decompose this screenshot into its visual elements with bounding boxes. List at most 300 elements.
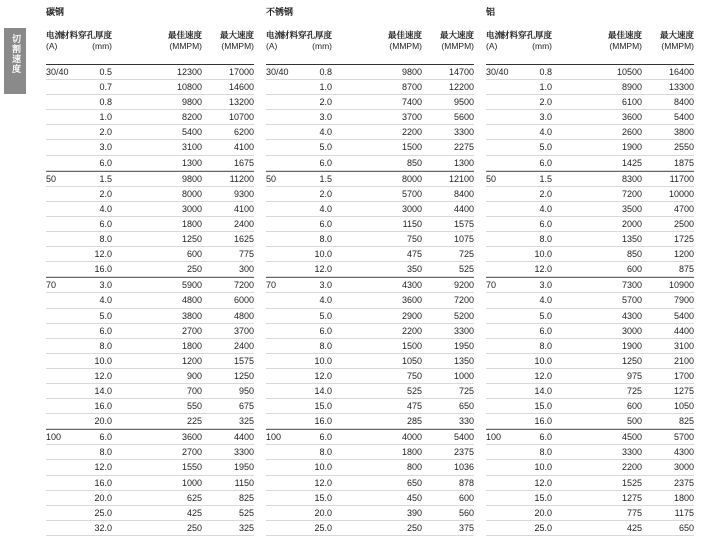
- header-max-speed-label: 最大速度: [659, 30, 694, 40]
- cell-max: 1050: [673, 401, 694, 412]
- cell-max: 5200: [453, 310, 474, 321]
- table-body: [46, 65, 254, 536]
- header-thickness-label: 材料穿孔厚度: [280, 30, 332, 40]
- cell-thick: 8.0: [539, 234, 552, 245]
- cell-best: 1150: [402, 218, 422, 229]
- cell-thick: 6.0: [539, 432, 552, 443]
- cell-best: 5700: [621, 295, 642, 306]
- cell-current: 70: [266, 280, 277, 291]
- cell-max: 325: [238, 416, 254, 427]
- table-row: [486, 80, 694, 95]
- header-max-speed-unit: (MMPM): [441, 41, 474, 51]
- cell-thick: 16.0: [94, 401, 112, 412]
- table-row: [486, 232, 694, 247]
- cell-max: 1350: [453, 355, 474, 366]
- table-row: [486, 171, 694, 187]
- table-row: [46, 95, 254, 110]
- cell-max: 4100: [233, 142, 254, 153]
- cell-thick: 6.0: [539, 157, 552, 168]
- cell-best: 1500: [401, 340, 422, 351]
- table-row: [486, 95, 694, 110]
- cell-thick: 8.0: [539, 447, 552, 458]
- header-best-speed: [362, 30, 422, 52]
- cell-max: 14700: [448, 67, 474, 77]
- table-row: [486, 110, 694, 125]
- table-row: [266, 95, 474, 110]
- cell-max: 13200: [228, 97, 254, 108]
- cell-current: 100: [46, 432, 62, 443]
- table-row: [46, 460, 254, 475]
- cell-max: 1036: [453, 462, 474, 473]
- cell-max: 9300: [233, 188, 254, 199]
- table-row: [486, 521, 694, 536]
- cell-thick: 4.0: [319, 127, 332, 138]
- cell-best: 12300: [176, 67, 202, 77]
- table-row: [266, 506, 474, 521]
- cell-best: 8000: [401, 173, 422, 184]
- cell-current: 70: [486, 280, 497, 291]
- cell-max: 10700: [228, 112, 254, 123]
- cell-thick: 14.0: [94, 385, 112, 396]
- cell-max: 9500: [453, 97, 474, 108]
- cell-best: 6100: [621, 97, 642, 108]
- cell-best: 1300: [181, 157, 202, 168]
- cell-best: 7400: [401, 97, 422, 108]
- cell-thick: 10.0: [314, 355, 332, 366]
- cell-max: 12200: [448, 82, 474, 93]
- cell-thick: 3.0: [539, 280, 552, 291]
- header-max-speed-unit: (MMPM): [661, 41, 694, 51]
- cell-current: 50: [46, 173, 57, 184]
- table-row: [46, 293, 254, 308]
- cell-thick: 12.0: [94, 370, 112, 381]
- cell-max: 2400: [233, 218, 254, 229]
- table-row: [266, 217, 474, 232]
- cell-best: 3700: [401, 112, 422, 123]
- header-thickness-unit: (mm): [92, 41, 112, 51]
- cell-thick: 1.5: [99, 173, 112, 184]
- header-thickness: [262, 30, 332, 52]
- cell-best: 1250: [621, 355, 642, 366]
- cell-best: 7200: [621, 188, 642, 199]
- cell-thick: 8.0: [539, 340, 552, 351]
- table-row: [266, 247, 474, 262]
- cell-max: 825: [238, 492, 254, 503]
- cell-best: 525: [406, 385, 422, 396]
- cell-thick: 10.0: [94, 355, 112, 366]
- header-best-speed-label: 最佳速度: [387, 30, 422, 40]
- section-title: 不锈钢: [266, 7, 294, 17]
- header-best-speed-label: 最佳速度: [607, 30, 642, 40]
- header-current-label: 电流: [46, 30, 64, 40]
- cell-thick: 4.0: [99, 203, 112, 214]
- cell-thick: 6.0: [319, 218, 332, 229]
- cell-thick: 8.0: [319, 340, 332, 351]
- table-row: [266, 369, 474, 384]
- cell-thick: 3.0: [99, 280, 112, 291]
- cell-thick: 2.0: [99, 188, 112, 199]
- cell-thick: 5.0: [319, 310, 332, 321]
- table-row: [486, 217, 694, 232]
- header-best-speed-unit: (MMPM): [169, 41, 202, 51]
- cell-best: 10800: [176, 82, 202, 93]
- table-row: [486, 65, 694, 80]
- side-tab: [4, 28, 26, 94]
- cell-best: 600: [626, 401, 642, 412]
- cell-best: 1200: [181, 355, 202, 366]
- cell-max: 14600: [228, 82, 254, 93]
- table-body: [266, 65, 474, 536]
- cell-max: 560: [458, 507, 474, 518]
- table-body: [486, 65, 694, 536]
- cell-max: 1075: [453, 234, 474, 245]
- cell-best: 4300: [401, 280, 422, 291]
- cell-best: 725: [626, 385, 642, 396]
- table-row: [46, 429, 254, 445]
- header-thickness-label: 材料穿孔厚度: [500, 30, 552, 40]
- cell-best: 550: [186, 401, 202, 412]
- table-row: [486, 354, 694, 369]
- cell-current: 100: [266, 432, 282, 443]
- cell-max: 17000: [228, 67, 254, 77]
- cell-best: 8700: [401, 82, 422, 93]
- cell-thick: 8.0: [99, 340, 112, 351]
- cell-thick: 4.0: [319, 203, 332, 214]
- cell-max: 1250: [233, 370, 254, 381]
- table-row: [266, 399, 474, 414]
- cell-best: 9800: [181, 97, 202, 108]
- cell-best: 475: [406, 401, 422, 412]
- table-row: [46, 399, 254, 414]
- table-row: [486, 491, 694, 506]
- cell-best: 250: [186, 264, 202, 275]
- cell-max: 1575: [453, 218, 474, 229]
- cell-max: 7200: [453, 295, 474, 306]
- cell-best: 3500: [621, 203, 642, 214]
- cell-thick: 6.0: [539, 325, 552, 336]
- cell-max: 878: [458, 477, 474, 488]
- cell-max: 6200: [233, 127, 254, 138]
- cell-max: 1950: [453, 340, 474, 351]
- cell-thick: 0.7: [99, 82, 112, 93]
- table-row: [486, 293, 694, 308]
- cell-thick: 12.0: [534, 370, 552, 381]
- table-row: [46, 414, 254, 429]
- table-row: [266, 324, 474, 339]
- table-row: [46, 202, 254, 217]
- cell-best: 1000: [181, 477, 202, 488]
- cell-max: 3300: [453, 127, 474, 138]
- cell-best: 1800: [181, 218, 202, 229]
- cell-max: 11200: [229, 173, 254, 184]
- cell-thick: 8.0: [99, 234, 112, 245]
- table-row: [266, 171, 474, 187]
- table-row: [46, 187, 254, 202]
- cell-thick: 12.0: [314, 370, 332, 381]
- cell-best: 2700: [181, 325, 202, 336]
- cell-best: 1800: [401, 447, 422, 458]
- cell-thick: 10.0: [534, 249, 552, 260]
- table-header: [486, 30, 694, 54]
- table-row: [46, 217, 254, 232]
- cell-thick: 6.0: [319, 432, 332, 443]
- cell-thick: 2.0: [319, 188, 332, 199]
- header-current-label: 电流: [266, 30, 284, 40]
- table-row: [266, 110, 474, 125]
- cell-best: 250: [186, 522, 202, 533]
- cell-max: 9200: [453, 280, 474, 291]
- table-row: [266, 65, 474, 80]
- cell-best: 1500: [401, 142, 422, 153]
- table-row: [46, 324, 254, 339]
- cell-thick: 8.0: [319, 447, 332, 458]
- table-row: [266, 202, 474, 217]
- cell-thick: 3.0: [539, 112, 552, 123]
- cell-thick: 10.0: [314, 462, 332, 473]
- cell-thick: 3.0: [319, 280, 332, 291]
- cell-max: 375: [458, 522, 474, 533]
- table-row: [46, 65, 254, 80]
- cell-thick: 10.0: [534, 355, 552, 366]
- cell-max: 2100: [673, 355, 694, 366]
- cell-thick: 6.0: [319, 325, 332, 336]
- section-title: 碳钢: [46, 7, 65, 17]
- cell-max: 2500: [673, 218, 694, 229]
- cell-max: 650: [458, 401, 474, 412]
- cell-thick: 20.0: [94, 416, 112, 427]
- cell-max: 16400: [668, 67, 694, 77]
- cell-max: 1200: [673, 249, 694, 260]
- cell-best: 1550: [181, 462, 202, 473]
- header-best-speed-label: 最佳速度: [167, 30, 202, 40]
- cell-thick: 0.5: [99, 67, 112, 77]
- cell-max: 3000: [673, 462, 694, 473]
- cell-max: 1275: [673, 385, 694, 396]
- cell-max: 875: [678, 264, 694, 275]
- table-row: [46, 125, 254, 140]
- cell-best: 4000: [401, 432, 422, 443]
- cell-thick: 12.0: [94, 249, 112, 260]
- table-row: [486, 384, 694, 399]
- table-row: [486, 156, 694, 171]
- table-row: [46, 491, 254, 506]
- cell-thick: 6.0: [99, 325, 112, 336]
- cell-thick: 15.0: [314, 492, 332, 503]
- cell-current: 70: [46, 280, 57, 291]
- cell-best: 1050: [401, 355, 422, 366]
- cell-thick: 6.0: [539, 218, 552, 229]
- cell-max: 12100: [448, 173, 474, 184]
- table-row: [46, 232, 254, 247]
- cell-best: 775: [626, 507, 642, 518]
- cell-thick: 4.0: [539, 127, 552, 138]
- cell-thick: 1.5: [539, 173, 552, 184]
- cell-thick: 16.0: [534, 416, 552, 427]
- cell-max: 2375: [453, 447, 474, 458]
- table-row: [486, 460, 694, 475]
- cell-max: 2375: [673, 477, 694, 488]
- cell-thick: 3.0: [319, 112, 332, 123]
- cell-max: 2550: [673, 142, 694, 153]
- cell-thick: 8.0: [319, 234, 332, 245]
- cell-thick: 5.0: [539, 142, 552, 153]
- cell-thick: 0.8: [319, 67, 332, 77]
- cell-best: 2200: [621, 462, 642, 473]
- cell-max: 1700: [673, 370, 694, 381]
- table-row: [266, 262, 474, 277]
- cell-best: 850: [406, 157, 422, 168]
- cell-best: 4800: [181, 295, 202, 306]
- table-row: [266, 156, 474, 171]
- table-row: [486, 339, 694, 354]
- cell-thick: 2.0: [539, 188, 552, 199]
- cell-best: 5700: [401, 188, 422, 199]
- cell-thick: 2.0: [539, 97, 552, 108]
- cell-max: 3800: [673, 127, 694, 138]
- cell-best: 750: [406, 370, 422, 381]
- cell-max: 3100: [673, 340, 694, 351]
- table-row: [486, 309, 694, 324]
- cell-thick: 12.0: [94, 462, 112, 473]
- header-thickness: [482, 30, 552, 52]
- cell-thick: 2.0: [319, 97, 332, 108]
- cell-best: 350: [406, 264, 422, 275]
- cell-best: 650: [406, 477, 422, 488]
- cell-best: 3000: [181, 203, 202, 214]
- cell-best: 8000: [181, 188, 202, 199]
- header-max-speed-label: 最大速度: [219, 30, 254, 40]
- cell-max: 7200: [233, 280, 254, 291]
- cell-thick: 16.0: [314, 416, 332, 427]
- header-max-speed: [649, 30, 694, 52]
- cell-thick: 0.8: [539, 67, 552, 77]
- table-row: [46, 110, 254, 125]
- header-thickness: [42, 30, 112, 52]
- cell-max: 525: [238, 507, 254, 518]
- header-max-speed: [429, 30, 474, 52]
- cell-thick: 1.5: [319, 173, 332, 184]
- cell-max: 825: [678, 416, 694, 427]
- cell-max: 300: [238, 264, 254, 275]
- header-current-unit: (A): [46, 41, 58, 51]
- header-current-label: 电流: [486, 30, 504, 40]
- cell-max: 775: [238, 249, 254, 260]
- header-max-speed-label: 最大速度: [439, 30, 474, 40]
- cell-best: 4500: [621, 432, 642, 443]
- cell-best: 9800: [181, 173, 202, 184]
- header-current-unit: (A): [486, 41, 498, 51]
- cell-best: 4300: [621, 310, 642, 321]
- cell-max: 725: [458, 249, 474, 260]
- cell-max: 1875: [673, 157, 694, 168]
- table-row: [266, 277, 474, 293]
- table-row: [266, 339, 474, 354]
- cell-best: 500: [626, 416, 642, 427]
- cell-max: 1300: [453, 157, 474, 168]
- cell-best: 2000: [621, 218, 642, 229]
- cell-max: 650: [678, 522, 694, 533]
- cell-max: 325: [238, 522, 254, 533]
- cell-thick: 4.0: [539, 203, 552, 214]
- cell-max: 7900: [673, 295, 694, 306]
- cell-thick: 14.0: [534, 385, 552, 396]
- cell-max: 675: [238, 401, 254, 412]
- cell-current: 30/40: [486, 67, 509, 77]
- table-row: [46, 384, 254, 399]
- table-row: [266, 414, 474, 429]
- cell-best: 3300: [621, 447, 642, 458]
- cell-thick: 0.8: [99, 97, 112, 108]
- cell-best: 8900: [621, 82, 642, 93]
- cell-max: 5700: [673, 432, 694, 443]
- cell-thick: 5.0: [319, 142, 332, 153]
- table-row: [266, 491, 474, 506]
- cell-best: 800: [406, 462, 422, 473]
- side-tab-label: 切割速度: [11, 34, 21, 74]
- cell-best: 2200: [401, 325, 422, 336]
- cell-best: 600: [626, 264, 642, 275]
- table-row: [486, 262, 694, 277]
- cell-max: 6000: [233, 295, 254, 306]
- cell-max: 5600: [453, 112, 474, 123]
- cell-thick: 12.0: [314, 264, 332, 275]
- cell-thick: 15.0: [534, 492, 552, 503]
- table-row: [46, 140, 254, 155]
- table-row: [46, 156, 254, 171]
- table-row: [266, 80, 474, 95]
- cell-thick: 1.0: [99, 112, 112, 123]
- cell-max: 5400: [673, 112, 694, 123]
- cell-thick: 5.0: [539, 310, 552, 321]
- cell-thick: 2.0: [99, 127, 112, 138]
- cell-max: 8400: [673, 97, 694, 108]
- cell-max: 1800: [673, 492, 694, 503]
- header-current-unit: (A): [266, 41, 278, 51]
- cell-thick: 6.0: [319, 157, 332, 168]
- cell-thick: 20.0: [534, 507, 552, 518]
- cell-thick: 20.0: [94, 492, 112, 503]
- table-row: [266, 187, 474, 202]
- cell-thick: 12.0: [314, 477, 332, 488]
- cell-best: 1525: [621, 477, 642, 488]
- table-row: [266, 384, 474, 399]
- cell-max: 950: [238, 385, 254, 396]
- cell-best: 975: [626, 370, 642, 381]
- table-row: [46, 369, 254, 384]
- cell-max: 2400: [233, 340, 254, 351]
- table-row: [46, 80, 254, 95]
- cell-max: 5400: [453, 432, 474, 443]
- table-row: [266, 354, 474, 369]
- cell-thick: 6.0: [99, 157, 112, 168]
- cell-max: 1150: [234, 477, 254, 488]
- table-row: [266, 445, 474, 460]
- cell-best: 1900: [621, 142, 642, 153]
- cell-best: 8200: [181, 112, 202, 123]
- cell-best: 625: [186, 492, 202, 503]
- cell-best: 1350: [621, 234, 642, 245]
- cell-max: 725: [458, 385, 474, 396]
- cell-best: 3600: [401, 295, 422, 306]
- cell-max: 4400: [233, 432, 254, 443]
- cell-max: 1625: [233, 234, 254, 245]
- cell-best: 1275: [621, 492, 642, 503]
- table-row: [486, 506, 694, 521]
- cell-best: 1250: [181, 234, 202, 245]
- cell-thick: 12.0: [534, 477, 552, 488]
- cell-current: 30/40: [266, 67, 289, 77]
- table-row: [486, 202, 694, 217]
